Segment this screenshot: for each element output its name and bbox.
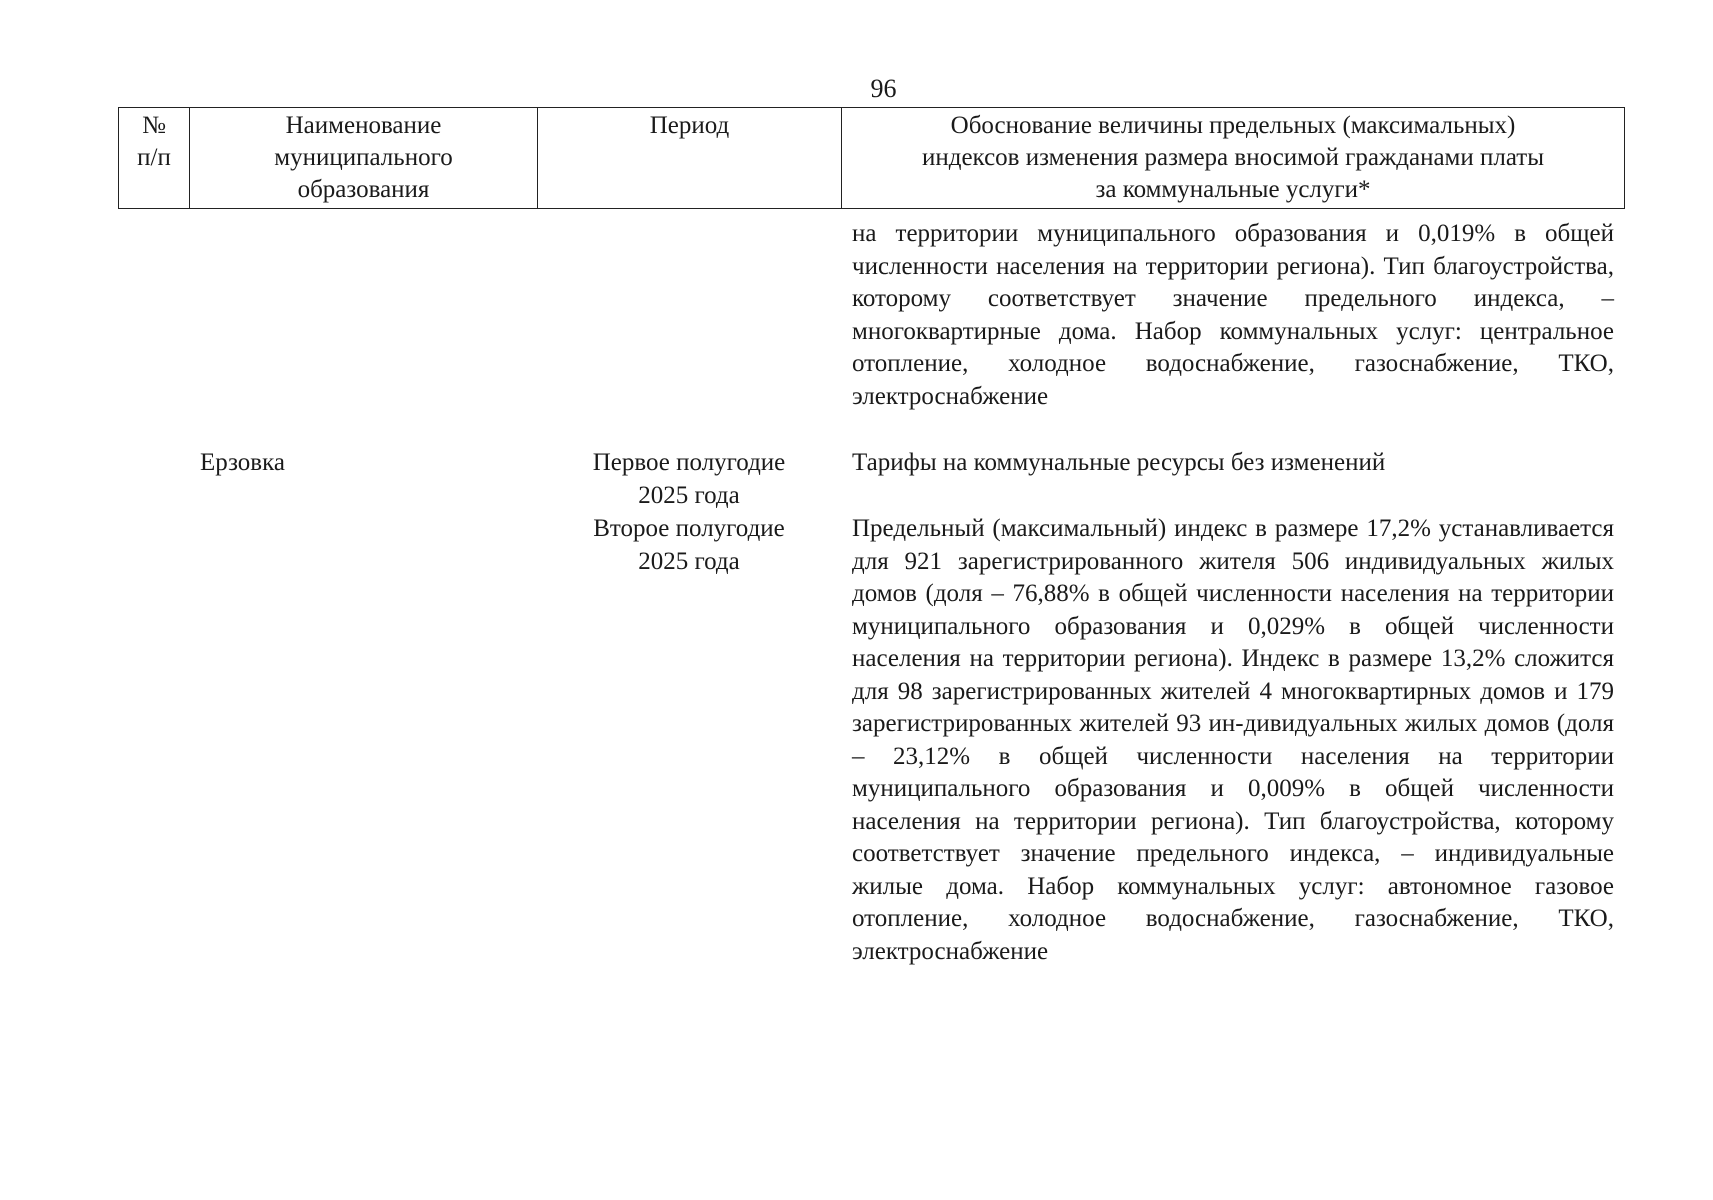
page-number: 96 — [870, 74, 897, 103]
header-cell-justification — [842, 108, 1625, 209]
justification-first-half: Тарифы на коммунальные ресурсы без изменений — [852, 449, 1386, 476]
table-header — [118, 107, 1625, 209]
header-row — [119, 108, 1625, 209]
header-number-line-1: № — [142, 112, 166, 139]
header-cell-period — [538, 108, 842, 209]
header-number-line-2: п/п — [137, 144, 171, 171]
justification-second-half: Предельный (максимальный) индекс в размере 17,2% устанавливается для 921 зарегистрированного жителя 506 индивидуальных жилых домов (доля – 76,88% в общей численности населения на территории муниципального образования и 0,029% в общей численности населения на территории региона). Индекс в размере 13,2% сложится для 98 зарегистрированных жителей 4 многоквартирных домов и 179 зарегистрированных жителей 93 ин-дивидуальных жилых домов (доля – 23,12% в общей численности населения на территории муниципального образования и 0,009% в общей численности населения на территории региона). Тип благоустройства, которому соответствует значение предельного индекса, – индивидуальные жилые дома. Набор коммунальных услуг: автономное газовое отопление, холодное водоснабжение, газоснабжение, ТКО, электроснабжение — [852, 515, 1614, 965]
period-second-line-1: Второе полугодие — [593, 515, 785, 542]
header-justification-line-1: Обоснование величины предельных (максимальных) — [950, 112, 1516, 139]
header-cell-number — [119, 108, 190, 209]
header-justification-line-3: за коммунальные услуги* — [1095, 176, 1371, 203]
period-first-line-1: Первое полугодие — [592, 449, 786, 476]
header-name-line-2: муниципального — [274, 144, 453, 171]
period-first-half — [565, 447, 813, 512]
header-name-line-3: образования — [297, 176, 430, 203]
period-second-half — [565, 513, 813, 578]
municipality-name: Ерзовка — [200, 449, 285, 476]
header-cell-name — [190, 108, 538, 209]
header-justification-line-2: индексов изменения размера вносимой гражданами платы — [921, 144, 1545, 171]
period-second-line-2: 2025 года — [638, 547, 740, 575]
period-first-line-2: 2025 года — [638, 481, 740, 509]
header-period-label: Период — [649, 112, 730, 139]
continuation-text: на территории муниципального образования и 0,019% в общей численности населения на территории региона). Тип благоустройства, которому соответствует значение предельного индекса, – многоквартирные дома. Набор коммунальных услуг: центральное отопление, холодное водоснабжение, газоснабжение, ТКО, электроснабжение — [852, 220, 1614, 410]
header-name-line-1: Наименование — [285, 112, 442, 139]
